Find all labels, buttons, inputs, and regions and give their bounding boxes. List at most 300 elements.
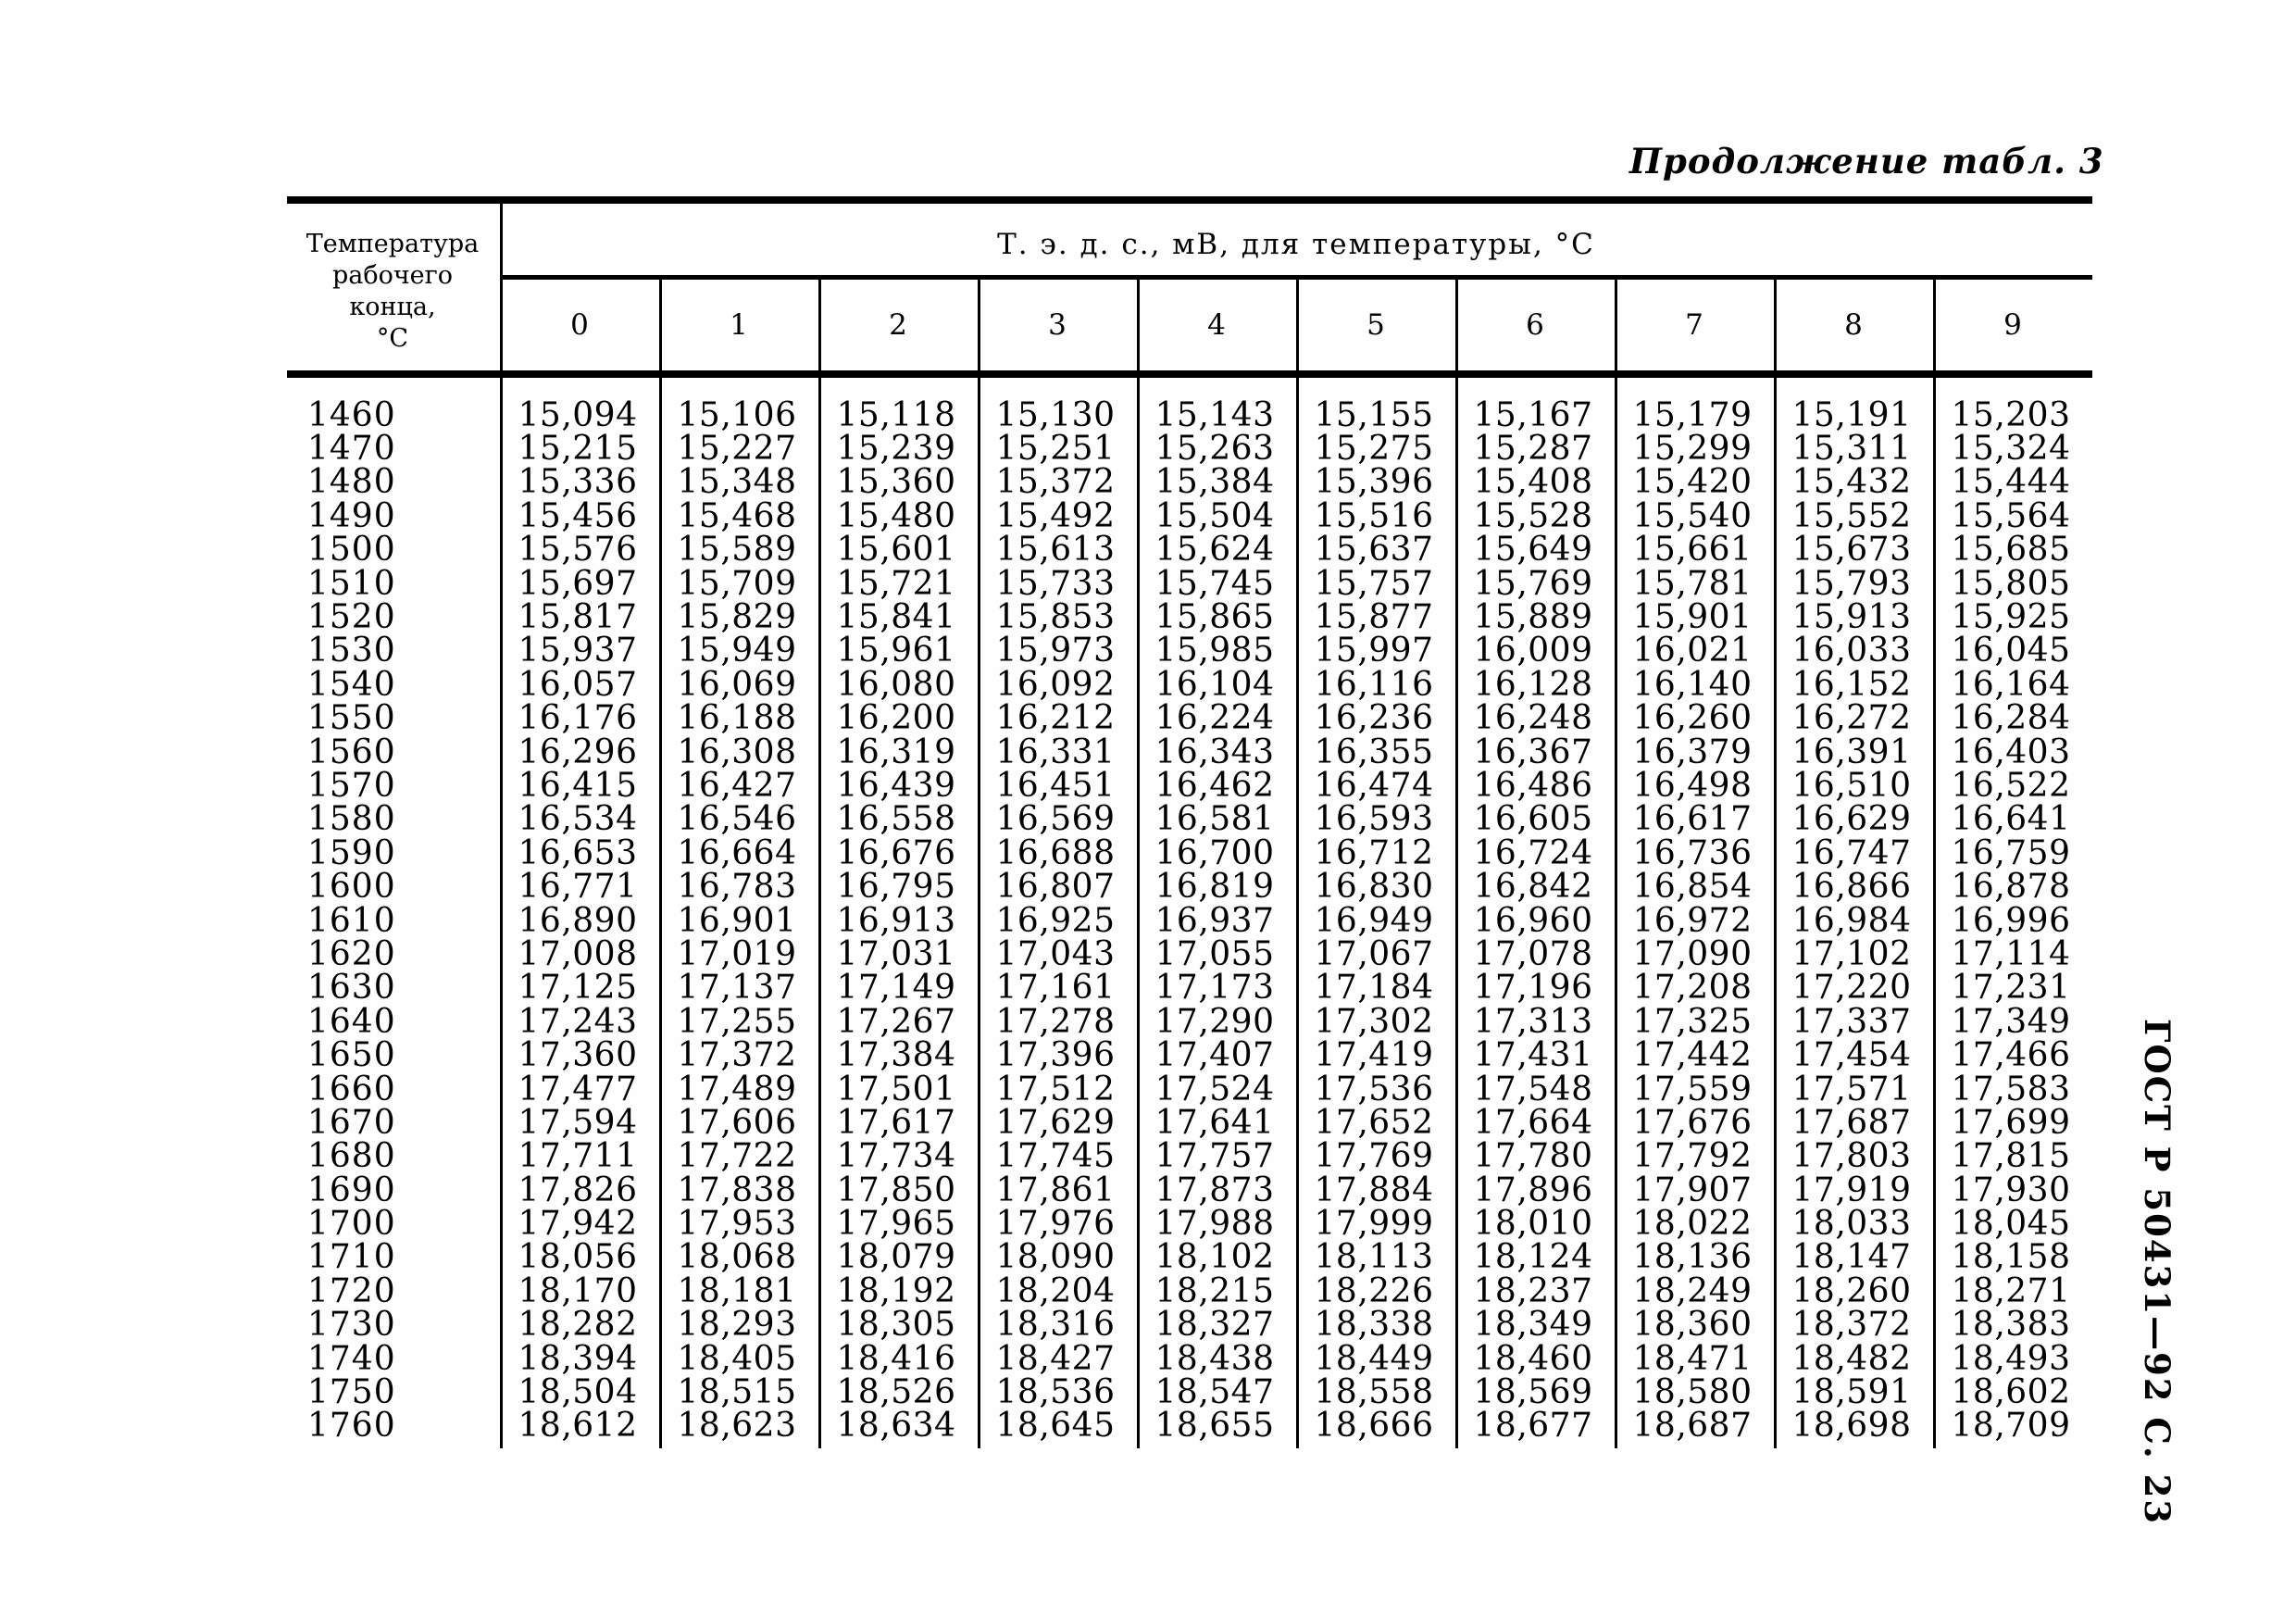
emf-value-cell: 15,985 [1154,632,1275,670]
emf-value-cell: 15,913 [1791,598,1912,637]
emf-value-cell: 15,865 [1154,598,1275,637]
emf-value-cell: 18,709 [1951,1407,2071,1446]
emf-value-cell: 18,687 [1632,1407,1753,1446]
temperature-cell: 1560 [307,732,396,771]
emf-value-cell: 17,019 [677,934,797,973]
emf-value-cell: 16,819 [1154,868,1275,907]
column-separator [659,280,662,1448]
emf-value-cell: 16,427 [677,767,797,805]
emf-value-cell: 15,901 [1632,598,1753,637]
column-separator [1933,280,1936,1448]
temperature-cell: 1760 [307,1407,396,1446]
table-top-border [287,196,2092,204]
emf-value-cell: 16,403 [1951,732,2071,771]
emf-value-cell: 16,546 [677,800,797,839]
emf-value-cell: 15,094 [518,395,638,434]
emf-value-cell: 17,090 [1632,934,1753,973]
table-row [287,665,2092,704]
emf-value-cell: 17,313 [1473,1002,1593,1041]
emf-value-cell: 15,167 [1473,395,1593,434]
temperature-cell: 1740 [307,1339,396,1378]
table-row [287,430,2092,469]
emf-value-cell: 15,889 [1473,598,1593,637]
emf-value-cell: 15,973 [995,632,1116,670]
emf-value-cell: 18,449 [1314,1339,1434,1378]
emf-value-cell: 17,999 [1314,1205,1434,1244]
emf-value-cell: 17,196 [1473,969,1593,1008]
emf-value-cell: 18,460 [1473,1339,1593,1378]
temperature-cell: 1610 [307,901,396,940]
emf-value-cell: 17,372 [677,1036,797,1075]
emf-value-cell: 16,664 [677,833,797,872]
emf-value-cell: 18,666 [1314,1407,1434,1446]
temperature-cell: 1630 [307,969,396,1008]
emf-value-cell: 16,152 [1791,665,1912,704]
emf-value-cell: 15,468 [677,496,797,535]
emf-value-cell: 17,078 [1473,934,1593,973]
table-row [287,1036,2092,1075]
temperature-cell: 1690 [307,1171,396,1209]
emf-value-cell: 15,143 [1154,395,1275,434]
emf-value-cell: 16,878 [1951,868,2071,907]
digit-header: 4 [1207,308,1226,342]
emf-value-cell: 16,996 [1951,901,2071,940]
emf-value-cell: 15,504 [1154,496,1275,535]
corner-header-line: конца, [349,293,436,321]
emf-value-cell: 15,106 [677,395,797,434]
emf-value-cell: 15,239 [836,430,956,469]
emf-value-cell: 15,877 [1314,598,1434,637]
emf-value-cell: 15,997 [1314,632,1434,670]
emf-value-cell: 17,384 [836,1036,956,1075]
emf-value-cell: 16,510 [1791,767,1912,805]
emf-value-cell: 17,676 [1632,1103,1753,1142]
emf-value-cell: 16,021 [1632,632,1753,670]
emf-value-cell: 18,293 [677,1306,797,1345]
emf-value-cell: 16,140 [1632,665,1753,704]
emf-value-cell: 17,125 [518,969,638,1008]
emf-value-cell: 16,593 [1314,800,1434,839]
emf-value-cell: 16,296 [518,732,638,771]
table-row [287,1271,2092,1310]
emf-value-cell: 17,850 [836,1171,956,1209]
emf-value-cell: 16,925 [995,901,1116,940]
emf-value-cell: 16,128 [1473,665,1593,704]
emf-value-cell: 15,841 [836,598,956,637]
emf-value-cell: 17,803 [1791,1137,1912,1176]
column-separator [978,280,980,1448]
table-row [287,1205,2092,1244]
temperature-cell: 1500 [307,531,396,570]
temperature-cell: 1580 [307,800,396,839]
emf-value-cell: 17,114 [1951,934,2071,973]
emf-value-cell: 17,501 [836,1070,956,1108]
emf-value-cell: 17,267 [836,1002,956,1041]
emf-value-cell: 18,569 [1473,1373,1593,1412]
table-row [287,800,2092,839]
emf-value-cell: 16,224 [1154,699,1275,738]
emf-value-cell: 17,617 [836,1103,956,1142]
emf-value-cell: 18,237 [1473,1271,1593,1310]
emf-value-cell: 15,444 [1951,463,2071,502]
emf-value-cell: 16,308 [677,732,797,771]
emf-value-cell: 15,227 [677,430,797,469]
emf-value-cell: 16,854 [1632,868,1753,907]
emf-value-cell: 17,396 [995,1036,1116,1075]
table-row [287,531,2092,570]
emf-value-cell: 18,204 [995,1271,1116,1310]
emf-value-cell: 15,601 [836,531,956,570]
emf-value-cell: 16,462 [1154,767,1275,805]
emf-value-cell: 18,427 [995,1339,1116,1378]
emf-value-cell: 15,408 [1473,463,1593,502]
emf-value-cell: 15,937 [518,632,638,670]
emf-value-cell: 15,637 [1314,531,1434,570]
emf-value-cell: 17,907 [1632,1171,1753,1209]
emf-value-cell: 18,316 [995,1306,1116,1345]
emf-value-cell: 16,795 [836,868,956,907]
table-row [287,1137,2092,1176]
table-row [287,1306,2092,1345]
temperature-cell: 1510 [307,564,396,603]
emf-value-cell: 18,022 [1632,1205,1753,1244]
table-row [287,1072,2092,1106]
column-separator [1455,280,1458,1448]
emf-value-cell: 17,919 [1791,1171,1912,1209]
emf-value-cell: 18,068 [677,1238,797,1277]
emf-value-cell: 15,793 [1791,564,1912,603]
emf-value-cell: 17,337 [1791,1002,1912,1041]
emf-value-cell: 17,873 [1154,1171,1275,1209]
temperature-cell: 1710 [307,1238,396,1277]
temperature-cell: 1640 [307,1002,396,1041]
emf-value-cell: 17,652 [1314,1103,1434,1142]
table-row [287,564,2092,603]
emf-value-cell: 15,275 [1314,430,1434,469]
table-row [287,833,2092,872]
continuation-title: Продолжение табл. 3 [1629,141,2104,182]
emf-value-cell: 18,471 [1632,1339,1753,1378]
emf-value-cell: 17,349 [1951,1002,2071,1041]
emf-value-cell: 15,480 [836,496,956,535]
column-separator [818,280,821,1448]
emf-value-cell: 16,045 [1951,632,2071,670]
emf-value-cell: 15,661 [1632,531,1753,570]
emf-value-cell: 15,853 [995,598,1116,637]
emf-value-cell: 18,372 [1791,1306,1912,1345]
emf-value-cell: 16,260 [1632,699,1753,738]
corner-header [287,213,498,370]
emf-span-header: Т. э. д. с., мВ, для температуры, °С [997,228,1595,261]
emf-value-cell: 17,290 [1154,1002,1275,1041]
emf-value-cell: 16,688 [995,833,1116,872]
emf-value-cell: 18,192 [836,1271,956,1310]
emf-value-cell: 15,805 [1951,564,2071,603]
emf-value-cell: 18,113 [1314,1238,1434,1277]
emf-value-cell: 17,861 [995,1171,1116,1209]
emf-value-cell: 15,456 [518,496,638,535]
emf-value-cell: 17,930 [1951,1171,2071,1209]
corner-header-line: °С [376,324,409,353]
emf-value-cell: 18,271 [1951,1271,2071,1310]
emf-value-cell: 17,722 [677,1137,797,1176]
table-row [287,699,2092,738]
digit-header: 7 [1685,308,1703,342]
emf-value-cell: 15,492 [995,496,1116,535]
emf-value-cell: 18,634 [836,1407,956,1446]
emf-value-cell: 16,736 [1632,833,1753,872]
emf-value-cell: 17,255 [677,1002,797,1041]
emf-value-cell: 16,069 [677,665,797,704]
emf-value-cell: 17,302 [1314,1002,1434,1041]
emf-value-cell: 15,552 [1791,496,1912,535]
emf-value-cell: 17,988 [1154,1205,1275,1244]
emf-value-cell: 16,866 [1791,868,1912,907]
temperature-cell: 1460 [307,395,396,434]
emf-value-cell: 17,184 [1314,969,1434,1008]
emf-value-cell: 18,394 [518,1339,638,1378]
digit-header: 8 [1844,308,1863,342]
emf-value-cell: 18,158 [1951,1238,2071,1277]
emf-value-cell: 16,116 [1314,665,1434,704]
emf-value-cell: 15,697 [518,564,638,603]
emf-value-cell: 16,200 [836,699,956,738]
emf-value-cell: 16,092 [995,665,1116,704]
emf-value-cell: 15,589 [677,531,797,570]
emf-value-cell: 17,571 [1791,1070,1912,1108]
table-row [287,1407,2092,1446]
emf-value-cell: 16,937 [1154,901,1275,940]
emf-value-cell: 15,733 [995,564,1116,603]
table-row [287,1339,2092,1378]
column-separator [1774,280,1777,1448]
emf-value-cell: 17,942 [518,1205,638,1244]
emf-value-cell: 18,493 [1951,1339,2071,1378]
emf-value-cell: 16,629 [1791,800,1912,839]
temperature-cell: 1600 [307,868,396,907]
emf-value-cell: 15,925 [1951,598,2071,637]
emf-value-cell: 16,009 [1473,632,1593,670]
emf-value-cell: 16,747 [1791,833,1912,872]
emf-value-cell: 18,147 [1791,1238,1912,1277]
table-row [287,969,2092,1008]
emf-value-cell: 17,792 [1632,1137,1753,1176]
table-row [287,496,2092,535]
emf-value-cell: 17,559 [1632,1070,1753,1108]
emf-value-cell: 18,515 [677,1373,797,1412]
emf-value-cell: 17,243 [518,1002,638,1041]
emf-value-cell: 17,583 [1951,1070,2071,1108]
emf-value-cell: 15,299 [1632,430,1753,469]
emf-value-cell: 16,474 [1314,767,1434,805]
corner-header-line: Температура [306,230,480,258]
emf-value-cell: 16,949 [1314,901,1434,940]
emf-value-cell: 15,251 [995,430,1116,469]
emf-value-cell: 17,466 [1951,1036,2071,1075]
emf-value-cell: 18,580 [1632,1373,1753,1412]
emf-value-cell: 18,623 [677,1407,797,1446]
emf-value-cell: 17,489 [677,1070,797,1108]
emf-value-cell: 17,838 [677,1171,797,1209]
temperature-cell: 1680 [307,1137,396,1176]
emf-value-cell: 15,745 [1154,564,1275,603]
emf-value-cell: 15,576 [518,531,638,570]
emf-value-cell: 16,319 [836,732,956,771]
emf-value-cell: 16,164 [1951,665,2071,704]
emf-value-cell: 16,712 [1314,833,1434,872]
temperature-cell: 1670 [307,1103,396,1142]
emf-value-cell: 18,136 [1632,1238,1753,1277]
emf-value-cell: 15,384 [1154,463,1275,502]
emf-value-cell: 16,236 [1314,699,1434,738]
emf-value-cell: 15,191 [1791,395,1912,434]
emf-value-cell: 16,104 [1154,665,1275,704]
emf-value-cell: 18,170 [518,1271,638,1310]
emf-value-cell: 18,305 [836,1306,956,1345]
emf-value-cell: 18,124 [1473,1238,1593,1277]
table-row [287,767,2092,805]
emf-value-cell: 16,807 [995,868,1116,907]
emf-value-cell: 17,278 [995,1002,1116,1041]
emf-value-cell: 15,203 [1951,395,2071,434]
emf-value-cell: 15,118 [836,395,956,434]
emf-value-cell: 15,757 [1314,564,1434,603]
emf-value-cell: 16,972 [1632,901,1753,940]
digit-header: 9 [2003,308,2022,342]
emf-value-cell: 18,383 [1951,1306,2071,1345]
emf-value-cell: 16,759 [1951,833,2071,872]
table-row [287,1173,2092,1207]
emf-value-cell: 17,173 [1154,969,1275,1008]
emf-value-cell: 17,757 [1154,1137,1275,1176]
temperature-cell: 1570 [307,767,396,805]
emf-value-cell: 17,826 [518,1171,638,1209]
emf-value-cell: 16,057 [518,665,638,704]
emf-value-cell: 18,547 [1154,1373,1275,1412]
emf-value-cell: 15,528 [1473,496,1593,535]
emf-value-cell: 17,512 [995,1070,1116,1108]
emf-value-cell: 16,212 [995,699,1116,738]
emf-value-cell: 16,724 [1473,833,1593,872]
emf-value-cell: 17,780 [1473,1137,1593,1176]
emf-value-cell: 18,698 [1791,1407,1912,1446]
emf-value-cell: 15,324 [1951,430,2071,469]
emf-value-cell: 18,010 [1473,1205,1593,1244]
emf-value-cell: 15,336 [518,463,638,502]
temperature-cell: 1480 [307,463,396,502]
emf-value-cell: 15,130 [995,395,1116,434]
emf-value-cell: 16,913 [836,901,956,940]
emf-value-cell: 18,282 [518,1306,638,1345]
emf-value-cell: 16,890 [518,901,638,940]
emf-value-cell: 18,504 [518,1373,638,1412]
emf-value-cell: 15,613 [995,531,1116,570]
emf-value-cell: 17,454 [1791,1036,1912,1075]
corner-header-line: рабочего [331,261,454,290]
emf-value-cell: 15,817 [518,598,638,637]
emf-value-cell: 18,215 [1154,1271,1275,1310]
emf-value-cell: 16,901 [677,901,797,940]
emf-value-cell: 17,815 [1951,1137,2071,1176]
emf-value-cell: 15,949 [677,632,797,670]
table-row [287,395,2092,434]
table-row [287,598,2092,637]
emf-value-cell: 15,709 [677,564,797,603]
emf-value-cell: 16,355 [1314,732,1434,771]
emf-value-cell: 16,534 [518,800,638,839]
digit-header: 3 [1048,308,1067,342]
table-row [287,1103,2092,1142]
emf-value-cell: 17,524 [1154,1070,1275,1108]
emf-value-cell: 18,677 [1473,1407,1593,1446]
emf-value-cell: 15,769 [1473,564,1593,603]
emf-value-cell: 16,581 [1154,800,1275,839]
emf-value-cell: 17,137 [677,969,797,1008]
emf-value-cell: 17,594 [518,1103,638,1142]
temperature-cell: 1530 [307,632,396,670]
emf-value-cell: 17,419 [1314,1036,1434,1075]
emf-value-cell: 17,043 [995,934,1116,973]
emf-value-cell: 15,287 [1473,430,1593,469]
emf-value-cell: 17,629 [995,1103,1116,1142]
emf-value-cell: 17,711 [518,1137,638,1176]
emf-value-cell: 16,522 [1951,767,2071,805]
header-bottom-border [287,370,2092,378]
emf-value-cell: 17,431 [1473,1036,1593,1075]
emf-value-cell: 15,420 [1632,463,1753,502]
emf-value-cell: 18,181 [677,1271,797,1310]
column-separator [1615,280,1617,1448]
temperature-cell: 1720 [307,1271,396,1310]
emf-value-cell: 17,687 [1791,1103,1912,1142]
emf-value-cell: 17,442 [1632,1036,1753,1075]
emf-value-cell: 16,486 [1473,767,1593,805]
emf-value-cell: 15,432 [1791,463,1912,502]
emf-value-cell: 15,564 [1951,496,2071,535]
emf-value-cell: 16,617 [1632,800,1753,839]
emf-value-cell: 17,220 [1791,969,1912,1008]
emf-value-cell: 17,548 [1473,1070,1593,1108]
emf-value-cell: 16,771 [518,868,638,907]
emf-value-cell: 16,700 [1154,833,1275,872]
emf-value-cell: 17,606 [677,1103,797,1142]
emf-value-cell: 17,149 [836,969,956,1008]
emf-value-cell: 16,984 [1791,901,1912,940]
emf-value-cell: 16,331 [995,732,1116,771]
emf-value-cell: 18,338 [1314,1306,1434,1345]
emf-value-cell: 15,215 [518,430,638,469]
temperature-cell: 1550 [307,699,396,738]
table-row [287,732,2092,771]
emf-value-cell: 17,477 [518,1070,638,1108]
emf-value-cell: 17,536 [1314,1070,1434,1108]
emf-value-cell: 16,343 [1154,732,1275,771]
temperature-cell: 1620 [307,934,396,973]
emf-value-cell: 17,965 [836,1205,956,1244]
emf-value-cell: 15,624 [1154,531,1275,570]
emf-value-cell: 16,391 [1791,732,1912,771]
emf-value-cell: 16,248 [1473,699,1593,738]
temperature-cell: 1700 [307,1205,396,1244]
table-row [287,868,2092,907]
emf-value-cell: 18,416 [836,1339,956,1378]
emf-value-cell: 18,056 [518,1238,638,1277]
emf-value-cell: 18,079 [836,1238,956,1277]
temperature-cell: 1660 [307,1070,396,1108]
emf-value-cell: 17,769 [1314,1137,1434,1176]
table-row [287,1238,2092,1277]
emf-value-cell: 17,031 [836,934,956,973]
